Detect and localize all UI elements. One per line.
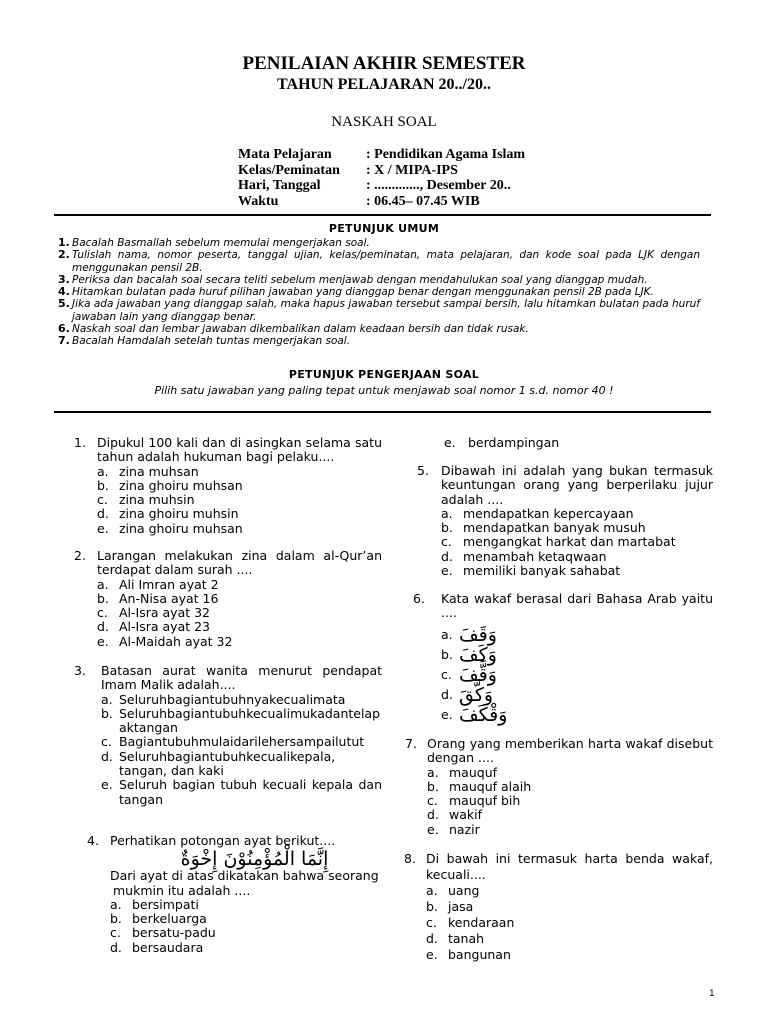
option-letter: b. — [110, 911, 122, 927]
option-letter: b. — [441, 646, 453, 662]
option-letter: c. — [110, 925, 121, 941]
option — [441, 550, 713, 564]
instruction-item — [58, 286, 700, 298]
instruction-text: Bacalah Hamdalah setelah tuntas mengerjakan soal. — [72, 335, 351, 348]
info-row-class — [238, 163, 525, 179]
option — [97, 578, 382, 592]
question-4 — [87, 834, 382, 955]
instruction-number: 4. — [58, 285, 70, 299]
info-value: : X / MIPA-IPS — [366, 162, 458, 178]
option-text: zina muhsin — [119, 492, 195, 508]
question-5 — [417, 464, 713, 578]
option-letter: d. — [97, 619, 109, 635]
option — [444, 436, 704, 450]
page-number: 1 — [709, 989, 715, 999]
instruction-item — [58, 335, 700, 347]
question-6 — [413, 592, 713, 725]
option-letter: d. — [441, 686, 453, 702]
option-letter: a. — [427, 764, 439, 780]
quran-verse: إِنَّمَا الْمُؤْمِنُوْنَ إِخْوَةٌ — [180, 848, 329, 871]
instruction-number: 5. — [58, 297, 70, 311]
option-letter: c. — [427, 793, 438, 809]
option-letter: b. — [441, 520, 453, 536]
question-number: 3. — [74, 663, 86, 678]
option-letter: d. — [426, 931, 438, 946]
option-text: nazir — [449, 821, 480, 837]
question-text: Dipukul 100 kali dan di asingkan selama satu tahun adalah hukuman bagi pelaku.... — [97, 435, 382, 465]
option-text: kendaraan — [448, 915, 515, 930]
option — [441, 625, 713, 645]
info-key: Mata Pelajaran — [238, 147, 332, 162]
option — [426, 915, 713, 931]
info-value: : ............., Desember 20.. — [366, 178, 511, 193]
option — [97, 507, 382, 521]
option-text: وَكَّقَ — [459, 683, 494, 706]
question-text: Orang yang memberikan harta wakaf disebut dengan .... — [427, 736, 713, 766]
question-text: Batasan aurat wanita menurut pendapat Imam Malik adalah.... — [101, 663, 382, 693]
option — [426, 899, 713, 915]
option — [97, 522, 382, 536]
instruction-item — [58, 323, 700, 335]
option — [426, 947, 713, 963]
info-row-subject — [238, 147, 525, 163]
option — [97, 606, 382, 620]
question-8 — [404, 851, 713, 963]
option-text: berdampingan — [468, 435, 560, 450]
option — [110, 898, 382, 912]
question-text: Di bawah ini termasuk harta benda wakaf, kecuali.... — [426, 851, 713, 882]
option-letter: c. — [441, 534, 452, 550]
option — [110, 926, 382, 940]
info-key: Waktu — [238, 193, 279, 209]
option-text: mauquf alaih — [449, 778, 532, 794]
option-letter: c. — [97, 492, 108, 508]
option — [110, 912, 382, 926]
question-text-continued: Dari ayat di atas dikatakan bahwa seorang — [110, 868, 379, 884]
option-text: bersatu-padu — [132, 925, 216, 941]
option-text: bersimpati — [132, 896, 199, 912]
divider-top — [54, 214, 711, 216]
option-letter: e. — [427, 821, 439, 837]
option-letter: b. — [426, 899, 438, 914]
question-number: 5. — [417, 463, 429, 478]
info-value: : Pendidikan Agama Islam — [366, 147, 526, 162]
option — [441, 507, 713, 521]
option — [427, 823, 713, 837]
exam-title: PENILAIAN AKHIR SEMESTER — [242, 53, 526, 74]
option-text: jasa — [448, 899, 474, 914]
option — [441, 665, 713, 685]
option-text: Seluruhbagiantubuhkecualikepala, tangan, dan kaki — [119, 748, 336, 779]
option-text: zina ghoiru muhsin — [119, 506, 239, 522]
instruction-text: Jika ada jawaban yang dianggap salah, maka hapus jawaban tersebut sampai bersih, lalu hitamkan bulatan pada huruf jawaban lain yang dianggap benar. — [72, 298, 700, 323]
instruction-number: 7. — [58, 334, 70, 348]
info-key: Hari, Tanggal — [238, 178, 321, 193]
option-text: mengangkat harkat dan martabat — [463, 534, 676, 550]
option-text: وَقْكَفَ — [459, 703, 508, 726]
option-letter: a. — [441, 626, 453, 642]
document-type: NASKAH SOAL — [331, 114, 437, 130]
instruction-number: 6. — [58, 322, 70, 336]
option — [97, 592, 382, 606]
option-letter: a. — [101, 691, 113, 707]
info-value: : 06.45– 07.45 WIB — [366, 193, 480, 209]
work-instructions-title: PETUNJUK PENGERJAAN SOAL — [288, 368, 480, 381]
option — [97, 635, 382, 649]
option — [426, 883, 713, 899]
option-text: وَقَفَ — [459, 623, 497, 646]
option — [427, 780, 713, 794]
instruction-number: 1. — [58, 236, 70, 249]
option-letter: e. — [444, 435, 456, 450]
option-letter: b. — [427, 778, 439, 794]
question-text: Perhatikan potongan ayat berikut.... — [110, 833, 336, 848]
option-text: wakif — [449, 807, 482, 823]
option — [426, 931, 713, 947]
option-text: bersaudara — [132, 939, 204, 955]
question-7 — [405, 737, 713, 837]
option — [97, 465, 382, 479]
option-text: Al-Maidah ayat 32 — [119, 633, 233, 649]
question-2 — [74, 549, 382, 649]
general-instructions-title: PETUNJUK UMUM — [328, 222, 440, 235]
info-row-date — [238, 178, 525, 194]
question-3 — [74, 664, 382, 807]
option-text: zina muhsan — [119, 463, 199, 479]
option — [101, 693, 382, 707]
option — [427, 794, 713, 808]
option-letter: d. — [110, 939, 122, 955]
option — [97, 620, 382, 634]
instruction-number: 3. — [58, 272, 70, 286]
option-letter: a. — [97, 463, 109, 479]
option — [101, 778, 382, 807]
option-text: berkeluarga — [132, 911, 207, 927]
question-number: 1. — [74, 435, 86, 450]
option-letter: d. — [101, 748, 113, 764]
option-letter: a. — [441, 505, 453, 521]
option — [427, 766, 713, 780]
option-text: mauquf bih — [449, 793, 521, 809]
option-text: Seluruh bagian tubuh kecuali kepala dan tangan — [119, 777, 382, 807]
option-letter: b. — [97, 477, 109, 493]
option — [101, 735, 382, 749]
option — [441, 685, 713, 705]
option-letter: d. — [441, 548, 453, 564]
instruction-text: Naskah soal dan lembar jawaban dikembalikan dalam keadaan bersih dan tidak rusak. — [72, 323, 529, 336]
option-text: zina ghoiru muhsan — [119, 520, 243, 536]
option-text: memiliki banyak sahabat — [463, 563, 621, 579]
option — [110, 941, 382, 955]
option-text: bangunan — [448, 947, 511, 962]
option-letter: c. — [441, 666, 452, 682]
question-text: Larangan melakukan zina dalam al-Qur’an terdapat dalam surah .... — [97, 548, 382, 578]
option-letter: b. — [97, 590, 109, 606]
option-text: Bagiantubuhmulaidarilehersampailutut — [119, 734, 365, 750]
question-1 — [74, 436, 382, 536]
option-letter: e. — [97, 633, 109, 649]
instruction-text: Tulislah nama, nomor peserta, tanggal ujian, kelas/peminatan, mata pelajaran, dan kode soal pada LJK dengan menggunakan pensil 2B. — [72, 249, 700, 274]
instruction-item — [58, 249, 700, 274]
option-letter: e. — [441, 563, 453, 579]
instruction-item — [58, 274, 700, 286]
instruction-item — [58, 298, 700, 323]
question-text: Kata wakaf berasal dari Bahasa Arab yaitu .... — [441, 591, 713, 621]
instruction-text: Periksa dan bacalah soal secara teliti sebelum menjawab dengan mendahulukan soal yang dianggap mudah. — [72, 273, 648, 286]
option-text: Seluruhbagiantubuhkecualimukadantelapaktangan — [119, 705, 381, 736]
option-text: Al-Isra ayat 32 — [119, 605, 211, 621]
instruction-text: Hitamkan bulatan pada huruf pilihan jawaban yang dianggap benar dengan menggunakan pensil 2B pada LJK. — [72, 286, 654, 299]
general-instructions-list — [58, 237, 700, 348]
question-number: 7. — [405, 736, 417, 751]
option — [441, 645, 713, 665]
option-letter: e. — [426, 947, 438, 962]
instruction-number: 2. — [58, 248, 70, 262]
question-text-continued: mukmin itu adalah .... — [113, 882, 251, 898]
exam-info — [238, 147, 525, 209]
option-letter: c. — [426, 915, 437, 930]
info-key: Kelas/Peminatan — [238, 162, 340, 178]
option-text: zina ghoiru muhsan — [119, 477, 243, 493]
option-letter: d. — [97, 506, 109, 522]
option — [441, 521, 713, 535]
option-letter: a. — [97, 576, 109, 592]
option — [97, 479, 382, 493]
option-text: Seluruhbagiantubuhnyakecualimata — [119, 691, 346, 707]
divider-bottom — [54, 411, 711, 413]
option-text: وَكَفَ — [459, 643, 497, 666]
option-letter: e. — [97, 520, 109, 536]
question-number: 6. — [413, 591, 425, 606]
option-letter: c. — [101, 734, 112, 750]
option — [101, 707, 382, 736]
question-text: Dibawah ini adalah yang bukan termasuk keuntungan orang yang berperilaku jujur adalah .... — [441, 463, 713, 507]
option-text: menambah ketaqwaan — [463, 548, 607, 564]
option-text: mendapatkan kepercayaan — [463, 505, 634, 521]
option-letter: d. — [427, 807, 439, 823]
option — [101, 750, 382, 779]
academic-year: TAHUN PELAJARAN 20../20.. — [277, 76, 491, 93]
option — [441, 564, 713, 578]
option-text: mendapatkan banyak musuh — [463, 520, 646, 536]
question-4-continued — [444, 436, 704, 450]
option-letter: a. — [110, 896, 122, 912]
info-row-time — [238, 194, 525, 210]
option-text: uang — [448, 883, 480, 898]
option — [441, 705, 713, 725]
question-number: 4. — [87, 833, 99, 848]
option-text: وَقَّفَ — [459, 663, 497, 686]
option-text: mauquf — [449, 764, 498, 780]
option-text: Al-Isra ayat 23 — [119, 619, 211, 635]
option-letter: a. — [426, 883, 438, 898]
option-text: tanah — [448, 931, 485, 946]
option-letter: c. — [97, 605, 108, 621]
option-text: An-Nisa ayat 16 — [119, 590, 219, 606]
question-number: 8. — [404, 851, 416, 866]
option-letter: e. — [101, 777, 113, 793]
instruction-text: Bacalah Basmallah sebelum memulai mengerjakan soal. — [72, 237, 370, 249]
option-text: Ali Imran ayat 2 — [119, 576, 219, 592]
option — [427, 808, 713, 822]
work-instructions-text: Pilih satu jawaban yang paling tepat untuk menjawab soal nomor 1 s.d. nomor 40 ! — [154, 384, 614, 397]
question-number: 2. — [74, 548, 86, 563]
option-letter: e. — [441, 706, 453, 722]
option — [97, 493, 382, 507]
option — [441, 535, 713, 549]
option-letter: b. — [101, 705, 113, 721]
instruction-item — [58, 237, 700, 249]
